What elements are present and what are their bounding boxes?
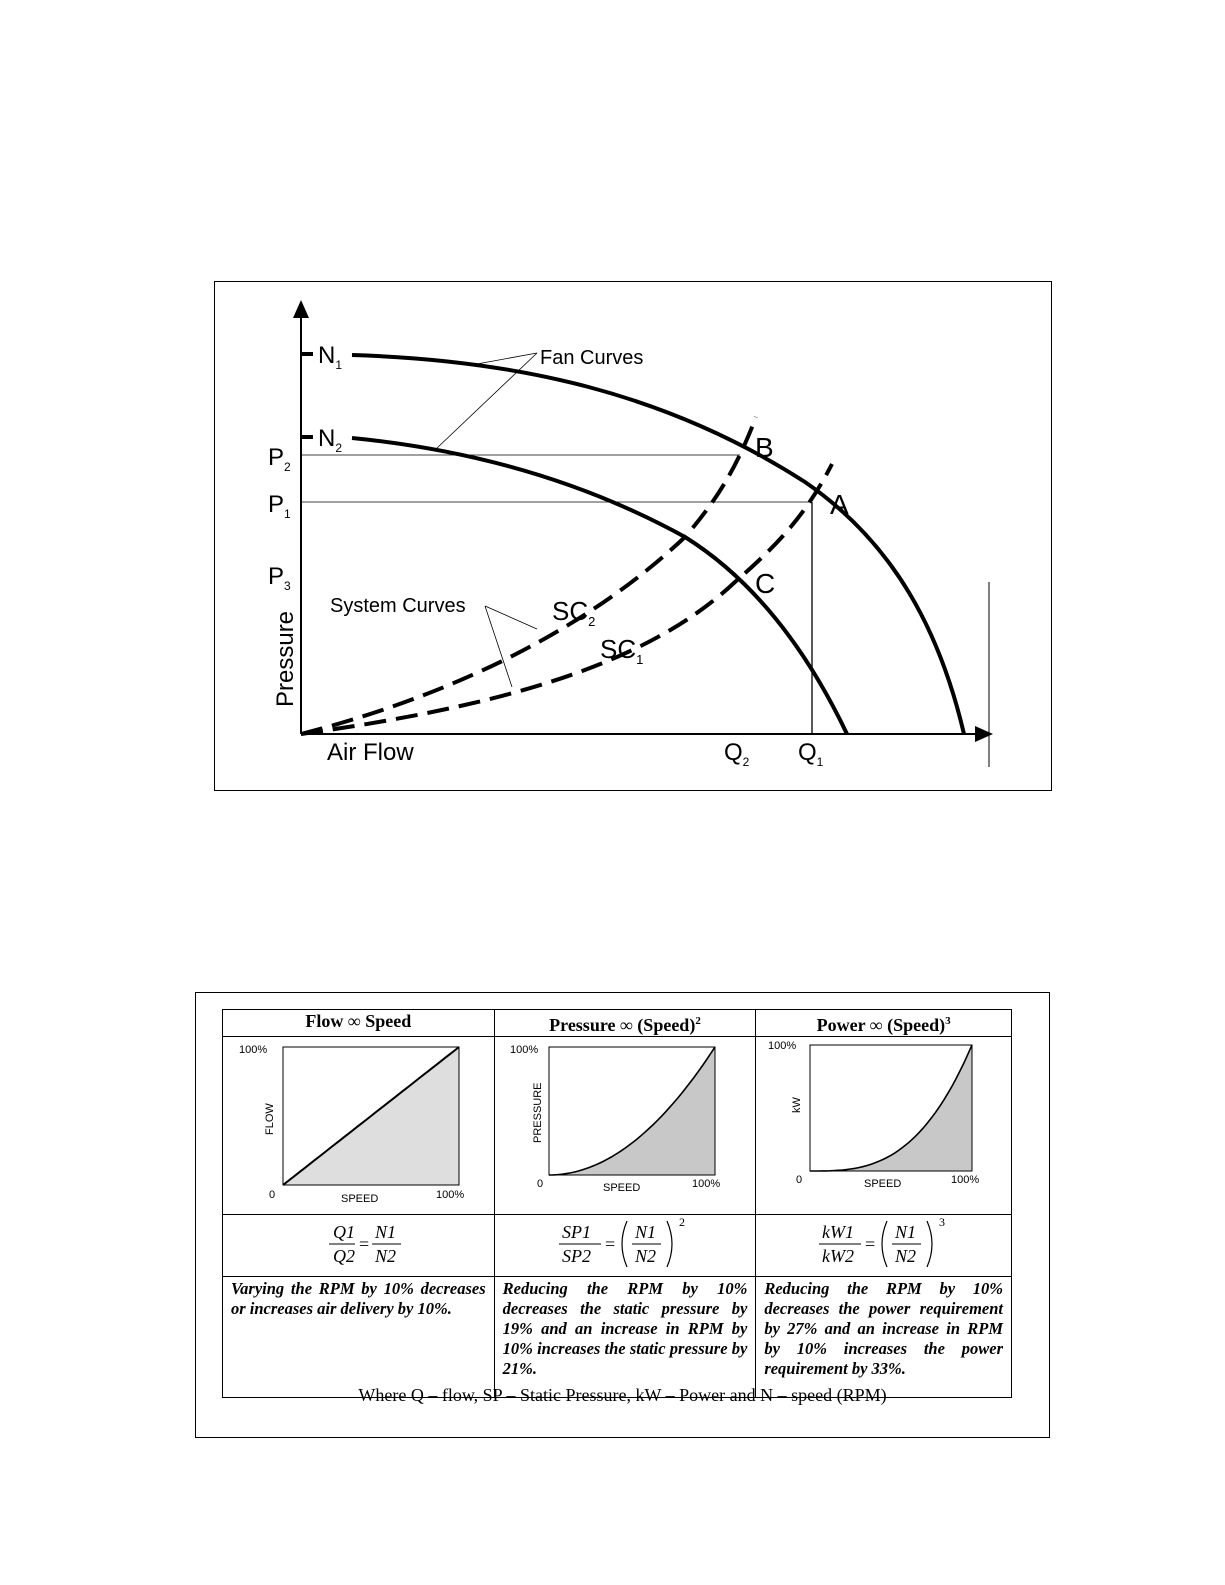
power-equation [757,1215,1011,1271]
system-curves-leader-1 [485,606,537,629]
speed-label-n1: $N_1$ [318,342,343,372]
power-eq-rhs-num: N1 [894,1222,916,1242]
pressure-eq-lhs-num: SP1 [561,1222,591,1242]
system-curve-sc2 [301,417,756,734]
header-flow: Flow ∞ Speed [223,1010,495,1037]
point-label-b: B [755,432,774,463]
pressure-y-label: PRESSURE [531,1082,544,1143]
flow-equation [223,1215,493,1271]
flow-eq-rhs-den: N2 [375,1246,397,1266]
description-flow: Varying the RPM by 10% decreases or increases air delivery by 10%. [223,1277,495,1398]
plot-cell-pressure [494,1037,756,1215]
pressure-y-max: 100% [509,1044,538,1056]
system-curve-label-sc1: $SC_1$ [600,634,644,667]
power-eq-lhs-den: kW2 [821,1246,854,1266]
flow-x-max: 100% [436,1189,465,1201]
power-eq-equals: = [864,1234,875,1254]
fan-curve-diagram [214,281,1052,791]
flow-y-max: 100% [239,1044,268,1056]
header-row [223,1010,1012,1037]
y-axis-label: Pressure [272,610,299,707]
system-curves-leader-2 [485,606,512,687]
pressure-eq-lhs-den: SP2 [561,1246,591,1266]
pressure-label-p1: $P_1$ [268,491,291,521]
power-x-label: SPEED [864,1178,902,1190]
x-axis-label: Air Flow [327,739,414,766]
pressure-eq-power: 2 [678,1215,685,1229]
flow-speed-plot [223,1037,493,1209]
description-row [223,1277,1012,1398]
flow-x-label: SPEED [341,1193,379,1205]
power-eq-power: 3 [938,1215,945,1229]
power-area-fill [810,1045,972,1171]
pressure-x-max: 100% [691,1178,720,1190]
description-pressure: Reducing the RPM by 10% decreases the static pressure by 19% and an increase in RPM by 10% increases the static pressure by 21%. [494,1277,756,1398]
pressure-eq-rhs-num: N1 [634,1222,656,1242]
equation-pressure [494,1215,756,1277]
power-y-max: 100% [768,1040,797,1052]
pressure-label-p3: $P_3$ [268,563,291,593]
flow-label-q1: $Q_1$ [798,739,824,769]
pressure-area-fill [549,1047,715,1175]
plot-cell-flow [223,1037,495,1215]
power-speed-plot [756,1037,1010,1209]
pressure-eq-left-paren [622,1221,627,1267]
header-power: Power ∞ (Speed)$^3$ [756,1010,1012,1037]
pressure-label-p2: $P_2$ [268,444,291,474]
system-curve-label-sc2: $SC_2$ [552,596,596,629]
point-label-a: A [830,489,849,520]
equation-flow [223,1215,495,1277]
equation-row [223,1215,1012,1277]
flow-eq-rhs-num: N1 [375,1222,397,1242]
pressure-speed-plot [495,1037,755,1209]
flow-eq-lhs-num: Q1 [333,1222,356,1242]
system-curves-label: System Curves [330,595,466,617]
power-eq-rhs-den: N2 [894,1246,916,1266]
speed-label-n2: $N_2$ [318,425,343,455]
pressure-eq-right-paren [667,1221,672,1267]
power-eq-lhs-num: kW1 [821,1222,854,1242]
point-label-c: C [755,568,776,599]
equation-power [756,1215,1012,1277]
flow-eq-lhs-den: Q2 [333,1246,356,1266]
fan-curves-leader-1 [477,353,537,364]
affinity-laws-table [222,1009,1012,1398]
plot-cell-power [756,1037,1012,1215]
power-y-label: kW [791,1097,804,1113]
affinity-laws-panel [195,992,1050,1438]
header-pressure: Pressure ∞ (Speed)$^2$ [494,1010,756,1037]
flow-eq-equals: = [359,1234,370,1254]
pressure-eq-equals: = [604,1234,616,1254]
table-footnote: Where Q – flow, SP – Static Pressure, kW – Power and N – speed (RPM) [358,1385,887,1405]
pressure-x-label: SPEED [602,1182,640,1194]
fan-curves-label: Fan Curves [540,347,644,369]
flow-label-q2: $Q_2$ [724,739,750,769]
pressure-equation [495,1215,755,1271]
description-power: Reducing the RPM by 10% decreases the power requirement by 27% and an increase in RPM by 10% increases the power requirement by 33%. [756,1277,1012,1398]
plot-row [223,1037,1012,1215]
pressure-eq-rhs-den: N2 [634,1246,656,1266]
power-eq-right-paren [927,1221,932,1267]
fan-curve-n1 [352,355,964,734]
power-eq-left-paren [882,1221,887,1267]
power-x-max: 100% [951,1174,980,1186]
fan-curve-svg [215,282,1050,789]
pressure-origin: 0 [536,1178,543,1190]
power-origin: 0 [796,1174,803,1186]
flow-origin: 0 [269,1189,276,1201]
flow-y-label: FLOW [264,1103,276,1135]
